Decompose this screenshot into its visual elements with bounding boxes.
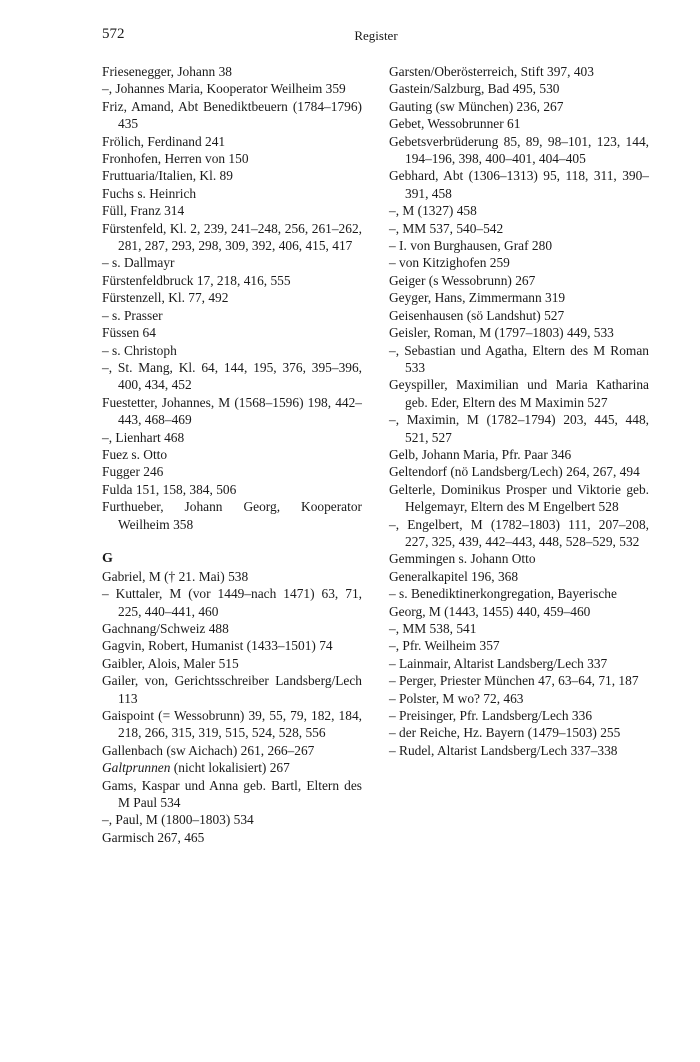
index-entry: – s. Christoph xyxy=(102,342,177,358)
index-entry: Gebhard, Abt (1306–1313) 95, 118, 311, 390–391, 458 xyxy=(389,168,649,201)
index-entry: – I. von Burghausen, Graf 280 xyxy=(389,238,553,254)
index-entry: Fürstenfeldbruck 17, 218, 416, 555 xyxy=(102,272,291,288)
index-entry: Friesenegger, Johann 38 xyxy=(102,64,232,79)
index-entry: Geisenhausen (sö Landshut) 527 xyxy=(389,307,565,323)
index-entry: Fronhofen, Herren von 150 xyxy=(102,151,249,167)
index-entry: –, Engelbert, M (1782–1803) 111, 207–208, 227, 325, 439, 442–443, 448, 528–529, 532 xyxy=(389,516,649,549)
index-entry: Garsten/Oberösterreich, Stift 397, 403 xyxy=(389,64,594,79)
index-entry: –, Maximin, M (1782–1794) 203, 445, 448, 521, 527 xyxy=(389,412,649,445)
index-entry: Gallenbach (sw Aichach) 261, 266–267 xyxy=(102,742,315,758)
index-entry xyxy=(102,759,362,776)
index-entry: Fuchs s. Heinrich xyxy=(102,185,197,201)
index-entry: Frölich, Ferdinand 241 xyxy=(102,133,226,149)
index-entry: Füssen 64 xyxy=(102,325,156,341)
index-entry: – Polster, M wo? 72, 463 xyxy=(389,690,524,706)
index-entry: Gelb, Johann Maria, Pfr. Paar 346 xyxy=(389,446,572,462)
index-entry: Fürstenfeld, Kl. 2, 239, 241–248, 256, 261–262, 281, 287, 293, 298, 309, 392, 406, 415, 417 xyxy=(102,220,362,254)
index-entry: – Rudel, Altarist Landsberg/Lech 337–338 xyxy=(389,742,618,758)
index-entry: Gelterle, Dominikus Prosper und Viktorie geb. Helgemayr, Eltern des M Engelbert 528 xyxy=(389,481,649,515)
index-entry: – Perger, Priester München 47, 63–64, 71, 187 xyxy=(389,673,639,689)
index-entry: – der Reiche, Hz. Bayern (1479–1503) 255 xyxy=(389,725,621,741)
index-entry: – s. Benediktinerkongregation, Bayerische xyxy=(389,586,617,602)
index-entry: Geyspiller, Maximilian und Maria Katharina geb. Eder, Eltern des M Maximin 527 xyxy=(389,377,649,410)
index-entry: – s. Dallmayr xyxy=(102,255,175,271)
index-entry: Friz, Amand, Abt Benediktbeuern (1784–1796) 435 xyxy=(102,98,362,132)
index-entry: Fulda 151, 158, 384, 506 xyxy=(102,481,237,497)
italic-term: Galtprunnen xyxy=(102,760,171,776)
index-entry: –, MM 537, 540–542 xyxy=(389,220,504,236)
section-gap xyxy=(102,533,362,550)
section-letter: G xyxy=(102,551,113,567)
index-entry: Gams, Kaspar und Anna geb. Bartl, Eltern des M Paul 534 xyxy=(102,777,362,811)
index-entry: Georg, M (1443, 1455) 440, 459–460 xyxy=(389,603,591,619)
index-column-left xyxy=(102,63,362,846)
index-entry: Geltendorf (nö Landsberg/Lech) 264, 267, 494 xyxy=(389,464,640,480)
index-entry: Furthueber, Johann Georg, Kooperator Weilheim 358 xyxy=(102,499,362,532)
index-entry: Gebetsverbrüderung 85, 89, 98–101, 123, 144, 194–196, 398, 400–401, 404–405 xyxy=(389,133,649,167)
index-entry: –, M (1327) 458 xyxy=(389,203,477,219)
index-entry: – s. Prasser xyxy=(102,307,163,323)
index-entry: Fürstenzell, Kl. 77, 492 xyxy=(102,290,229,306)
index-entry: –, Lienhart 468 xyxy=(102,429,185,445)
index-entry: Gagvin, Robert, Humanist (1433–1501) 74 xyxy=(102,638,333,654)
index-entry: Gebet, Wessobrunner 61 xyxy=(389,116,521,132)
index-entry: Gachnang/Schweiz 488 xyxy=(102,620,229,636)
index-entry: Fuez s. Otto xyxy=(102,446,168,462)
index-entry: Geyger, Hans, Zimmermann 319 xyxy=(389,290,566,306)
index-entry: –, St. Mang, Kl. 64, 144, 195, 376, 395–396, 400, 434, 452 xyxy=(102,359,362,393)
index-entry: Fugger 246 xyxy=(102,464,164,480)
index-entry: Gauting (sw München) 236, 267 xyxy=(389,98,564,114)
index-entry: –, Pfr. Weilheim 357 xyxy=(389,638,500,654)
index-entry: Gaispoint (= Wessobrunn) 39, 55, 79, 182, 184, 218, 266, 315, 319, 515, 524, 528, 556 xyxy=(102,708,362,741)
index-entry: Garmisch 267, 465 xyxy=(102,829,205,845)
index-entry: Gemmingen s. Johann Otto xyxy=(389,551,536,567)
page-number: 572 xyxy=(102,26,125,42)
index-entry: Generalkapitel 196, 368 xyxy=(389,568,519,584)
index-entry: – Kuttaler, M (vor 1449–nach 1471) 63, 71, 225, 440–441, 460 xyxy=(102,586,362,619)
index-entry: –, MM 538, 541 xyxy=(389,621,477,636)
index-entry: Fruttuaria/Italien, Kl. 89 xyxy=(102,168,233,184)
index-entry: Gailer, von, Gerichtsschreiber Landsberg/Lech 113 xyxy=(102,673,362,706)
entry-rest: (nicht lokalisiert) 267 xyxy=(170,760,290,776)
index-entry: – von Kitzighofen 259 xyxy=(389,255,510,271)
index-entry: Füll, Franz 314 xyxy=(102,203,185,219)
index-entry: –, Sebastian und Agatha, Eltern des M Roman 533 xyxy=(389,342,649,375)
index-entry: –, Johannes Maria, Kooperator Weilheim 359 xyxy=(102,81,346,97)
index-entry: Gastein/Salzburg, Bad 495, 530 xyxy=(389,81,560,97)
index-entry: – Preisinger, Pfr. Landsberg/Lech 336 xyxy=(389,708,593,724)
running-head: Register xyxy=(354,28,398,43)
index-entry: – Lainmair, Altarist Landsberg/Lech 337 xyxy=(389,655,608,671)
index-column-right xyxy=(389,63,649,759)
page-header xyxy=(102,26,650,48)
index-entry: Gabriel, M († 21. Mai) 538 xyxy=(102,568,249,584)
index-entry: Gaibler, Alois, Maler 515 xyxy=(102,655,239,671)
index-entry: Geiger (s Wessobrunn) 267 xyxy=(389,272,536,288)
index-entry: –, Paul, M (1800–1803) 534 xyxy=(102,812,254,828)
index-entry: Fuestetter, Johannes, M (1568–1596) 198, 442–443, 468–469 xyxy=(102,394,362,428)
index-entry: Geisler, Roman, M (1797–1803) 449, 533 xyxy=(389,325,614,341)
